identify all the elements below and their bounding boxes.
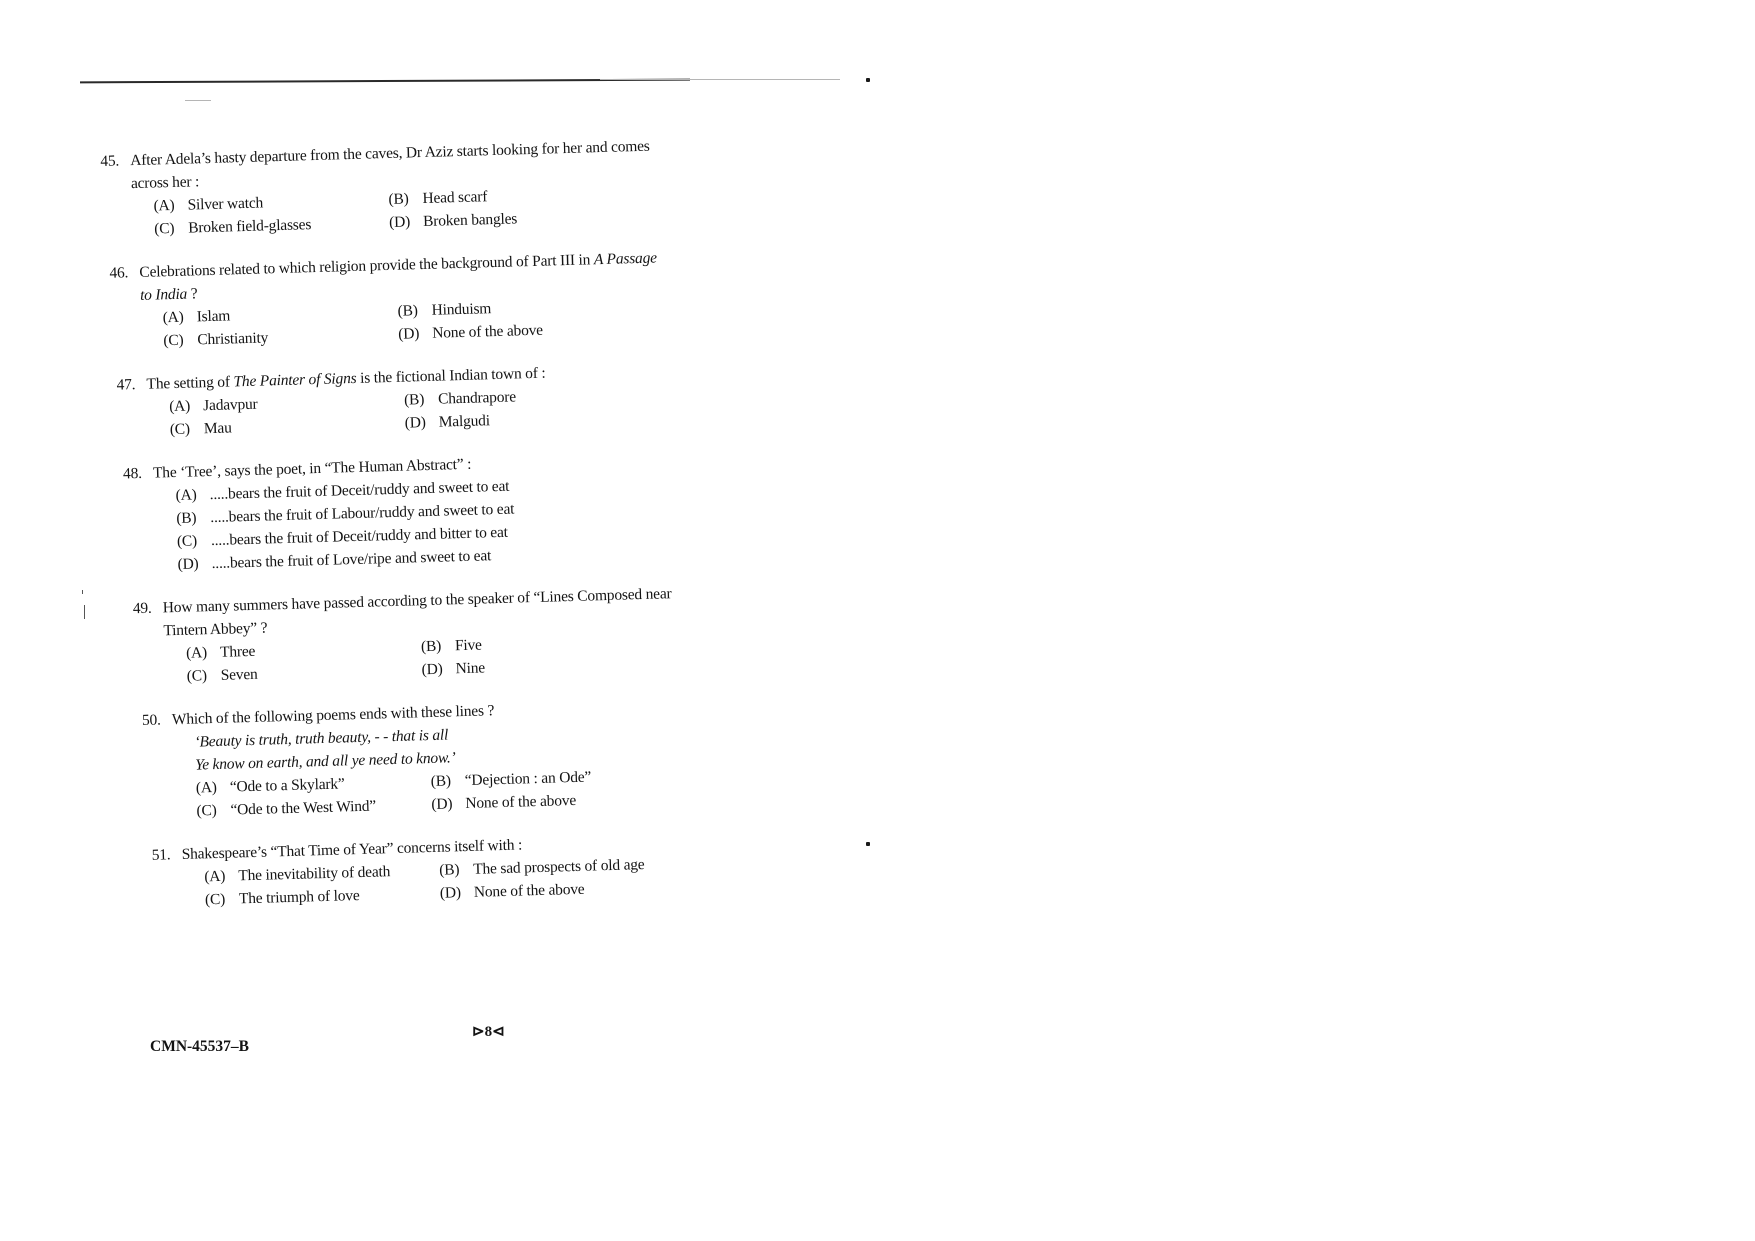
- option-letter: (D): [177, 555, 199, 573]
- question-49: [133, 581, 735, 690]
- option-text: Hinduism: [431, 300, 492, 319]
- question-text-line: across her :: [130, 173, 200, 193]
- option-text: The triumph of love: [238, 887, 360, 908]
- question-number: 45.: [100, 152, 120, 170]
- option-text: Mau: [203, 419, 232, 438]
- option-text: Jadavpur: [202, 395, 258, 415]
- book-title: A Passage: [593, 249, 658, 269]
- option-letter: (C): [186, 667, 208, 685]
- option-text: .....bears the fruit of Labour/ruddy and sweet to eat: [210, 500, 515, 527]
- option-text: Malgudi: [438, 412, 491, 431]
- option-letter: (A): [168, 397, 191, 416]
- option-letter: (C): [153, 219, 175, 238]
- scan-edge-mark: [84, 605, 85, 619]
- question-50: [142, 692, 739, 824]
- scan-top-rule-faint: [600, 79, 840, 80]
- scan-edge-mark: [82, 590, 83, 594]
- question-number: 46.: [109, 264, 129, 282]
- option-text: Broken bangles: [422, 210, 518, 231]
- scan-stub-line: [185, 100, 211, 101]
- option-text: Seven: [220, 665, 258, 684]
- option-letter: (B): [397, 302, 418, 320]
- option-text: .....bears the fruit of Love/ripe and sweet to eat: [211, 547, 492, 573]
- question-text-line: The setting of: [146, 373, 234, 393]
- option-letter: (A): [175, 486, 197, 505]
- option-letter: (B): [439, 861, 460, 879]
- option-letter: (B): [430, 772, 452, 791]
- book-title: The Painter of Signs: [233, 369, 357, 391]
- options: [175, 469, 731, 576]
- option-text: “Ode to the West Wind”: [230, 797, 377, 819]
- option-text: .....bears the fruit of Deceit/ruddy and sweet to eat: [209, 477, 510, 504]
- question-text-line: After Adela’s hasty departure from the caves, Dr Aziz starts looking for her and comes: [130, 137, 650, 170]
- question-46: [109, 245, 725, 354]
- paper-code: CMN-45537–B: [150, 1038, 250, 1055]
- question-text: Which of the following poems ends with these lines ?: [171, 702, 495, 729]
- question-mark: ?: [186, 285, 198, 303]
- option-letter: (A): [153, 196, 175, 215]
- option-letter: (C): [169, 420, 191, 439]
- option-text: Nine: [455, 659, 486, 678]
- option-text: The sad prospects of old age: [472, 856, 645, 878]
- option-text: None of the above: [432, 321, 544, 342]
- option-text: Broken field-glasses: [187, 216, 312, 237]
- option-text: Islam: [196, 307, 231, 326]
- option-letter: (C): [196, 802, 217, 820]
- question-text: Shakespeare’s “That Time of Year” concerns itself with :: [181, 836, 523, 863]
- option-letter: (A): [195, 778, 218, 797]
- scan-top-rule: [80, 79, 690, 84]
- option-text: None of the above: [465, 791, 577, 813]
- option-text: Three: [219, 642, 256, 661]
- option-letter: (A): [185, 644, 208, 662]
- option-text: Christianity: [197, 329, 269, 349]
- scan-dot: [866, 78, 870, 82]
- page-number: ⊳8⊲: [472, 1024, 505, 1040]
- question-number: 47.: [116, 376, 136, 394]
- option-text: Chandrapore: [437, 388, 517, 408]
- option-text: The inevitability of death: [238, 863, 391, 885]
- option-text: .....bears the fruit of Deceit/ruddy and bitter to eat: [210, 523, 509, 550]
- quote-line: Ye know on earth, and all ye need to know.’: [194, 749, 456, 774]
- question-number: 51.: [151, 846, 171, 864]
- option-text: Five: [454, 636, 482, 655]
- question-text-line: How many summers have passed according to the speaker of “Lines Composed near: [162, 585, 672, 617]
- option-letter: (B): [388, 190, 409, 208]
- question-51: [151, 827, 741, 912]
- option-letter: (C): [204, 890, 226, 909]
- question-45: [100, 133, 722, 242]
- question-number: 48.: [122, 464, 143, 483]
- option-text: “Ode to a Skylark”: [229, 775, 345, 796]
- option-letter: (D): [404, 414, 426, 432]
- quote-line: ‘Beauty is truth, truth beauty, - - that is all: [194, 726, 449, 751]
- question-47: [116, 357, 728, 443]
- option-letter: (D): [398, 325, 420, 343]
- exam-questions: [100, 133, 742, 934]
- option-text: Head scarf: [422, 188, 488, 208]
- option-letter: (B): [176, 509, 197, 528]
- question-text-line: is the fictional Indian town of :: [356, 364, 546, 387]
- question-number: 50.: [141, 711, 161, 730]
- option-letter: (D): [439, 884, 462, 902]
- question-text-line: Celebrations related to which religion provide the background of Part III in: [139, 251, 595, 281]
- question-48: [123, 446, 732, 578]
- scan-dot: [866, 842, 870, 846]
- option-letter: (A): [204, 867, 226, 886]
- option-letter: (C): [163, 331, 184, 350]
- book-title: to India: [139, 285, 188, 304]
- option-text: Silver watch: [187, 194, 264, 214]
- option-text: None of the above: [473, 880, 585, 901]
- option-letter: (B): [403, 391, 425, 409]
- option-letter: (B): [420, 637, 442, 656]
- option-letter: (A): [162, 308, 184, 327]
- option-letter: (D): [421, 660, 443, 679]
- question-number: 49.: [132, 599, 152, 618]
- question-text: The ‘Tree’, says the poet, in “The Human Abstract” :: [152, 455, 472, 482]
- option-letter: (D): [431, 795, 453, 813]
- question-text-line: Tintern Abbey” ?: [163, 619, 268, 640]
- option-letter: (C): [176, 532, 198, 551]
- option-letter: (D): [388, 213, 411, 231]
- option-text: “Dejection : an Ode”: [464, 768, 592, 790]
